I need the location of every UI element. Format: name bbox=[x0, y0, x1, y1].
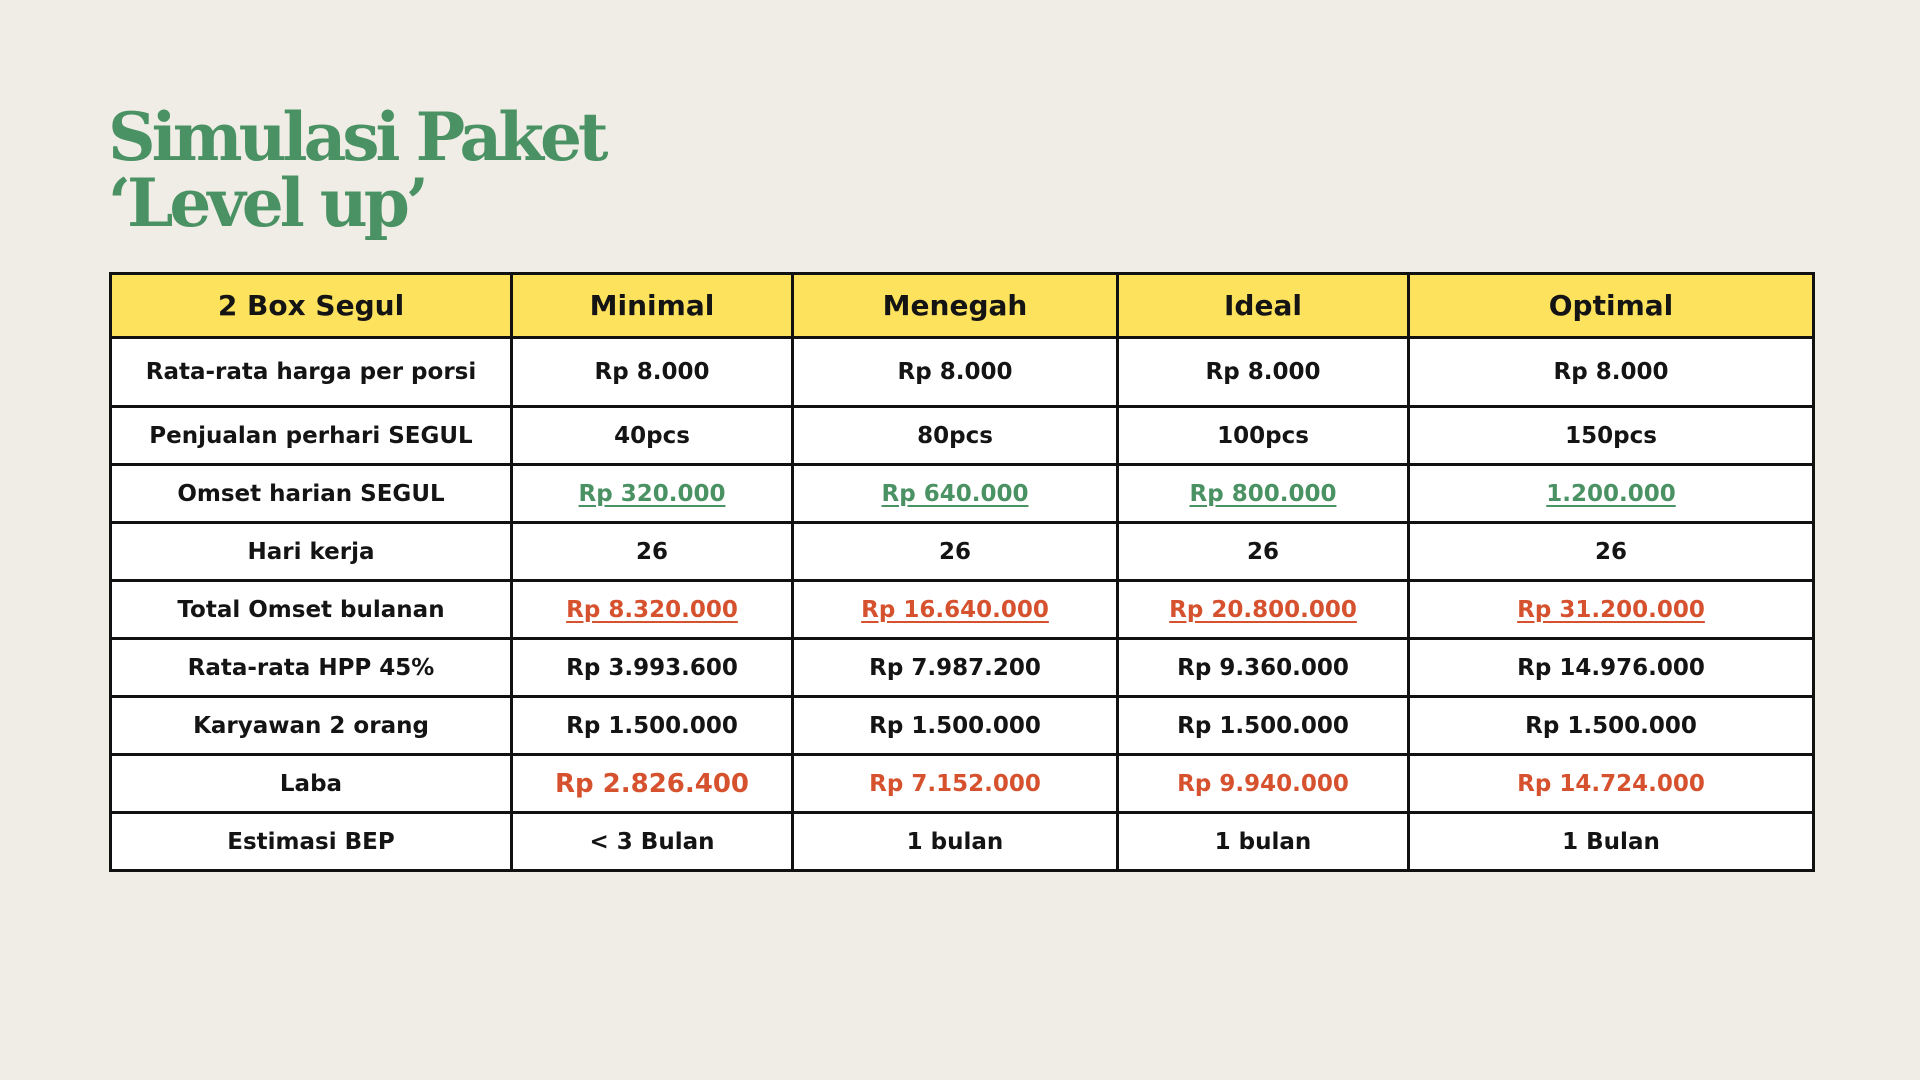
row-label: Rata-rata HPP 45% bbox=[111, 639, 512, 697]
table-cell: 1 bulan bbox=[1118, 813, 1409, 871]
table-header-row bbox=[111, 274, 1814, 338]
table-cell: Rp 7.152.000 bbox=[793, 755, 1118, 813]
table-cell: Rp 9.940.000 bbox=[1118, 755, 1409, 813]
row-label: Penjualan perhari SEGUL bbox=[111, 407, 512, 465]
table-cell-link[interactable]: 1.200.000 bbox=[1409, 465, 1814, 523]
table-row bbox=[111, 639, 1814, 697]
table-cell: Rp 14.724.000 bbox=[1409, 755, 1814, 813]
table-cell: < 3 Bulan bbox=[512, 813, 793, 871]
table-row bbox=[111, 338, 1814, 407]
header-ideal: Ideal bbox=[1118, 274, 1409, 338]
table-cell: 40pcs bbox=[512, 407, 793, 465]
header-package: 2 Box Segul bbox=[111, 274, 512, 338]
table-cell: 80pcs bbox=[793, 407, 1118, 465]
table-cell-link[interactable]: Rp 16.640.000 bbox=[793, 581, 1118, 639]
table-cell: 26 bbox=[1118, 523, 1409, 581]
table-row bbox=[111, 407, 1814, 465]
table-cell: 26 bbox=[512, 523, 793, 581]
table-cell-link[interactable]: Rp 8.320.000 bbox=[512, 581, 793, 639]
row-label: Omset harian SEGUL bbox=[111, 465, 512, 523]
table-cell: 26 bbox=[793, 523, 1118, 581]
row-label: Laba bbox=[111, 755, 512, 813]
title-line-2: ‘Level up’ bbox=[108, 164, 425, 242]
table-cell: Rp 1.500.000 bbox=[793, 697, 1118, 755]
table-cell: 26 bbox=[1409, 523, 1814, 581]
table-cell: 1 Bulan bbox=[1409, 813, 1814, 871]
table-cell: Rp 8.000 bbox=[1409, 338, 1814, 407]
table-cell: Rp 8.000 bbox=[1118, 338, 1409, 407]
table-row bbox=[111, 465, 1814, 523]
table-cell: Rp 1.500.000 bbox=[1118, 697, 1409, 755]
table-cell-link[interactable]: Rp 31.200.000 bbox=[1409, 581, 1814, 639]
table-cell: Rp 2.826.400 bbox=[512, 755, 793, 813]
table-row bbox=[111, 697, 1814, 755]
page-title bbox=[108, 98, 605, 242]
row-label: Hari kerja bbox=[111, 523, 512, 581]
table-cell-link[interactable]: Rp 800.000 bbox=[1118, 465, 1409, 523]
row-label: Rata-rata harga per porsi bbox=[111, 338, 512, 407]
table-cell: Rp 1.500.000 bbox=[1409, 697, 1814, 755]
table-cell: 1 bulan bbox=[793, 813, 1118, 871]
table-row bbox=[111, 755, 1814, 813]
table-cell: Rp 7.987.200 bbox=[793, 639, 1118, 697]
row-label: Estimasi BEP bbox=[111, 813, 512, 871]
table-cell: Rp 8.000 bbox=[512, 338, 793, 407]
table-row bbox=[111, 581, 1814, 639]
table-cell: 150pcs bbox=[1409, 407, 1814, 465]
header-optimal: Optimal bbox=[1409, 274, 1814, 338]
simulation-table bbox=[109, 272, 1815, 872]
table-row bbox=[111, 523, 1814, 581]
table-cell-link[interactable]: Rp 320.000 bbox=[512, 465, 793, 523]
table-cell: 100pcs bbox=[1118, 407, 1409, 465]
table-cell-link[interactable]: Rp 20.800.000 bbox=[1118, 581, 1409, 639]
table-cell: Rp 14.976.000 bbox=[1409, 639, 1814, 697]
table-cell: Rp 1.500.000 bbox=[512, 697, 793, 755]
table-cell: Rp 3.993.600 bbox=[512, 639, 793, 697]
row-label: Total Omset bulanan bbox=[111, 581, 512, 639]
row-label: Karyawan 2 orang bbox=[111, 697, 512, 755]
header-minimal: Minimal bbox=[512, 274, 793, 338]
table-cell-link[interactable]: Rp 640.000 bbox=[793, 465, 1118, 523]
header-menegah: Menegah bbox=[793, 274, 1118, 338]
table-cell: Rp 8.000 bbox=[793, 338, 1118, 407]
table-row bbox=[111, 813, 1814, 871]
table-cell: Rp 9.360.000 bbox=[1118, 639, 1409, 697]
title-line-1: Simulasi Paket bbox=[108, 98, 605, 176]
